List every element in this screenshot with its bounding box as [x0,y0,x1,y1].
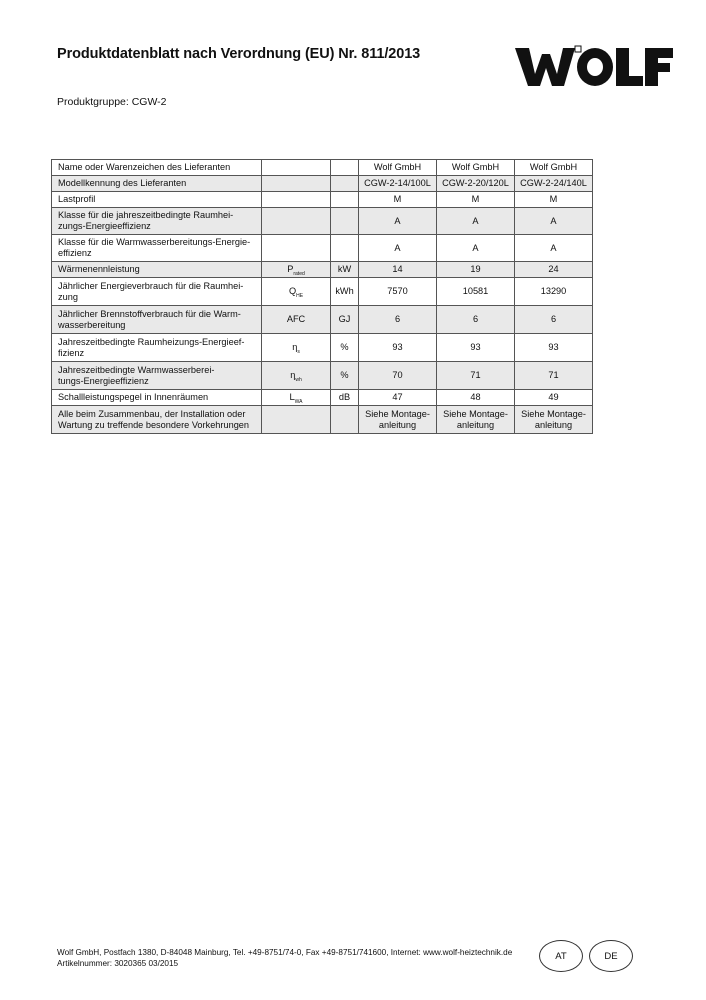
value-cell: 93 [437,334,515,362]
value-cell: 10581 [437,278,515,306]
row-symbol [262,208,331,235]
row-symbol [262,390,331,406]
value-cell: 48 [437,390,515,406]
symbol-text: η [290,370,296,380]
row-unit: GJ [331,306,359,334]
row-label: Jährlicher Brennstoffverbrauch für die Warm- wasserbereitung [52,306,262,334]
value-cell: A [515,235,593,262]
row-symbol [262,176,331,192]
table-row [52,406,593,434]
table-row [52,160,593,176]
table-row [52,278,593,306]
symbol-subscript: WA [294,399,303,405]
value-cell: 49 [515,390,593,406]
value-cell: CGW-2-24/140L [515,176,593,192]
row-unit [331,235,359,262]
table-row [52,306,593,334]
language-button-de[interactable]: DE [589,940,633,972]
row-symbol [262,278,331,306]
value-cell: 93 [359,334,437,362]
value-cell: 6 [437,306,515,334]
symbol-text: Q [288,286,297,296]
value-cell: Wolf GmbH [359,160,437,176]
value-cell: A [359,208,437,235]
value-cell: Wolf GmbH [437,160,515,176]
value-cell: A [515,208,593,235]
table-row [52,390,593,406]
symbol-subscript: wh [295,377,302,383]
row-label: Name oder Warenzeichen des Lieferanten [52,160,262,176]
symbol-text: P [287,264,294,274]
row-unit [331,160,359,176]
value-cell: 6 [359,306,437,334]
row-symbol [262,160,331,176]
value-cell: M [359,192,437,208]
row-symbol [262,406,331,434]
wolf-logo [515,44,673,90]
value-cell: 70 [359,362,437,390]
row-label: Wärmenennleistung [52,262,262,278]
row-label: Jahreszeitbedingte Raumheizungs-Energieef- fizienz [52,334,262,362]
table-row [52,334,593,362]
value-cell: Siehe Montage- anleitung [359,406,437,434]
footer-address: Wolf GmbH, Postfach 1380, D-84048 Mainburg, Tel. +49-8751/74-0, Fax +49-8751/741600, Internet: www.wolf-heiztechnik.de [57,948,513,957]
row-symbol [262,306,331,334]
row-symbol [262,262,331,278]
row-symbol [262,192,331,208]
value-cell: Siehe Montage- anleitung [515,406,593,434]
row-unit [331,176,359,192]
value-cell: Wolf GmbH [515,160,593,176]
row-unit: kWh [331,278,359,306]
row-unit: % [331,334,359,362]
row-label: Klasse für die Warmwasserbereitungs-Energie- effizienz [52,235,262,262]
symbol-text: AFC [286,314,306,324]
value-cell: 24 [515,262,593,278]
value-cell: 14 [359,262,437,278]
symbol-text: L [289,392,295,402]
product-data-table [51,159,593,434]
symbol-subscript: rated [293,271,305,277]
value-cell: 71 [515,362,593,390]
row-unit: dB [331,390,359,406]
value-cell: A [359,235,437,262]
value-cell: 6 [515,306,593,334]
value-cell: M [437,192,515,208]
table-row [52,235,593,262]
footer [57,948,512,969]
value-cell: M [515,192,593,208]
page-title: Produktdatenblatt nach Verordnung (EU) Nr. 811/2013 [57,46,421,62]
symbol-subscript: HE [296,293,304,299]
value-cell: 7570 [359,278,437,306]
row-unit: kW [331,262,359,278]
row-label: Alle beim Zusammenbau, der Installation oder Wartung zu treffende besondere Vorkehrungen [52,406,262,434]
symbol-text: η [292,342,298,352]
row-symbol [262,334,331,362]
row-unit [331,208,359,235]
value-cell: CGW-2-14/100L [359,176,437,192]
table-row [52,208,593,235]
symbol-subscript: s [297,349,300,355]
table-row [52,192,593,208]
row-label: Jährlicher Energieverbrauch für die Raumhei- zung [52,278,262,306]
row-unit: % [331,362,359,390]
value-cell: Siehe Montage- anleitung [437,406,515,434]
row-unit [331,406,359,434]
row-label: Klasse für die jahreszeitbedingte Raumhei- zungs-Energieeffizienz [52,208,262,235]
row-label: Jahreszeitbedingte Warmwasserberei- tungs-Energieeffizienz [52,362,262,390]
table-row [52,362,593,390]
row-label: Schallleistungspegel in Innenräumen [52,390,262,406]
row-symbol [262,235,331,262]
table-row [52,176,593,192]
value-cell: A [437,235,515,262]
language-button-at[interactable]: AT [539,940,583,972]
value-cell: A [437,208,515,235]
row-unit [331,192,359,208]
table-row [52,262,593,278]
row-symbol [262,362,331,390]
value-cell: 47 [359,390,437,406]
value-cell: 13290 [515,278,593,306]
value-cell: 71 [437,362,515,390]
product-group: Produktgruppe: CGW-2 [57,96,167,108]
value-cell: CGW-2-20/120L [437,176,515,192]
row-label: Lastprofil [52,192,262,208]
value-cell: 93 [515,334,593,362]
footer-article-number: Artikelnummer: 3020365 03/2015 [57,958,179,968]
row-label: Modellkennung des Lieferanten [52,176,262,192]
value-cell: 19 [437,262,515,278]
